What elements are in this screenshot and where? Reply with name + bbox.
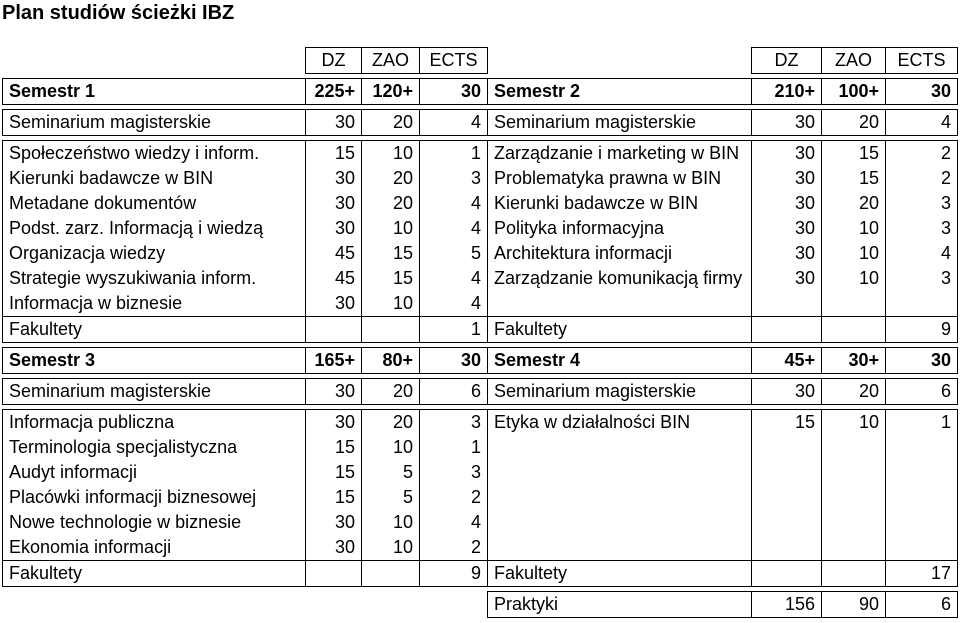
praktyki-label: Praktyki [488, 592, 752, 618]
course-dz: 30 [794, 218, 815, 238]
course-zao: 15 [858, 143, 879, 163]
course-zao: 15 [392, 243, 413, 263]
course-dz: 45 [334, 243, 355, 263]
semester-dz: 225+ [306, 79, 362, 105]
course-ects: 3 [470, 462, 481, 482]
course-name: Seminarium magisterskie [488, 110, 752, 136]
course-name: Seminarium magisterskie [3, 110, 306, 136]
course-ects: 3 [940, 193, 951, 213]
course-dz: 30 [334, 193, 355, 213]
course-zao: 10 [858, 268, 879, 288]
semester-ects: 30 [420, 348, 488, 374]
course-zao: 5 [402, 462, 413, 482]
course-zao-values [822, 141, 886, 317]
course-dz: 30 [794, 143, 815, 163]
course-name: Polityka informacyjna [494, 218, 665, 238]
semester-zao: 120+ [362, 79, 420, 105]
course-dz: 30 [334, 412, 355, 432]
course-ects: 3 [470, 412, 481, 432]
course-name: Seminarium magisterskie [3, 379, 306, 405]
course-name: Seminarium magisterskie [488, 379, 752, 405]
fakultety-ects: 17 [886, 561, 958, 587]
course-dz: 30 [794, 268, 815, 288]
course-ects: 2 [470, 487, 481, 507]
praktyki-dz: 156 [752, 592, 822, 618]
course-ects: 4 [470, 193, 481, 213]
course-zao: 20 [392, 193, 413, 213]
course-ects: 4 [940, 243, 951, 263]
zao-header: ZAO [362, 48, 420, 74]
course-ects: 1 [940, 412, 951, 432]
dz-header: DZ [752, 48, 822, 74]
course-dz: 30 [334, 293, 355, 313]
course-ects-values [886, 141, 958, 317]
semester-label: Semestr 3 [3, 348, 306, 374]
fakultety-label: Fakultety [488, 317, 752, 343]
course-ects: 2 [940, 143, 951, 163]
course-zao: 20 [392, 412, 413, 432]
course-dz: 45 [334, 268, 355, 288]
course-ects-values [420, 410, 488, 561]
fakultety-ects: 9 [420, 561, 488, 587]
course-zao: 10 [392, 512, 413, 532]
fakultety-label: Fakultety [3, 317, 306, 343]
course-ects: 4 [470, 268, 481, 288]
course-name: Podst. zarz. Informacją i wiedzą [9, 218, 264, 238]
semester-dz: 210+ [752, 79, 822, 105]
semester-label: Semestr 4 [488, 348, 752, 374]
course-dz: 15 [334, 462, 355, 482]
semester-label: Semestr 2 [488, 79, 752, 105]
course-zao: 10 [392, 537, 413, 557]
course-name: Metadane dokumentów [9, 193, 197, 213]
course-name: Ekonomia informacji [9, 537, 172, 557]
course-name: Społeczeństwo wiedzy i inform. [9, 143, 260, 163]
course-dz: 30 [794, 243, 815, 263]
course-name: Kierunki badawcze w BIN [494, 193, 699, 213]
course-ects: 4 [420, 110, 488, 136]
praktyki-row [3, 592, 958, 618]
course-ects: 6 [420, 379, 488, 405]
course-name: Problematyka prawna w BIN [494, 168, 722, 188]
course-name: Audyt informacji [9, 462, 138, 482]
course-dz: 30 [794, 193, 815, 213]
course-zao-values [822, 410, 886, 561]
semester-ects: 30 [886, 348, 958, 374]
course-zao-values [362, 141, 420, 317]
course-ects: 2 [940, 168, 951, 188]
course-zao: 10 [858, 412, 879, 432]
course-name: Zarządzanie komunikacją firmy [494, 268, 743, 288]
dz-header: DZ [306, 48, 362, 74]
ects-header: ECTS [886, 48, 958, 74]
study-plan-table [2, 47, 958, 618]
course-dz: 30 [794, 168, 815, 188]
page-title: Plan studiów ścieżki IBZ [2, 2, 235, 24]
semester-dz: 45+ [752, 348, 822, 374]
course-zao: 15 [858, 168, 879, 188]
semester-zao: 30+ [822, 348, 886, 374]
course-zao: 20 [858, 193, 879, 213]
semester-header-row [3, 79, 958, 105]
course-ects: 5 [470, 243, 481, 263]
course-zao: 5 [402, 487, 413, 507]
course-dz: 15 [334, 487, 355, 507]
course-names [488, 410, 752, 561]
course-ects: 3 [940, 268, 951, 288]
semester-ects: 30 [420, 79, 488, 105]
course-name: Nowe technologie w biznesie [9, 512, 242, 532]
course-zao: 10 [392, 143, 413, 163]
course-dz-values [306, 410, 362, 561]
course-dz-values [306, 141, 362, 317]
course-dz: 15 [334, 437, 355, 457]
course-name: Strategie wyszukiwania inform. [9, 268, 257, 288]
zao-header: ZAO [822, 48, 886, 74]
course-ects-values [886, 410, 958, 561]
course-dz: 30 [306, 110, 362, 136]
fakultety-label: Fakultety [3, 561, 306, 587]
course-dz: 30 [334, 218, 355, 238]
course-name: Informacja w biznesie [9, 293, 183, 313]
course-dz: 30 [334, 512, 355, 532]
course-ects: 4 [470, 218, 481, 238]
course-zao: 15 [392, 268, 413, 288]
course-block-row [3, 141, 958, 317]
course-ects: 4 [470, 512, 481, 532]
seminar-row [3, 110, 958, 136]
semester-label: Semestr 1 [3, 79, 306, 105]
fakultety-label: Fakultety [488, 561, 752, 587]
course-name: Kierunki badawcze w BIN [9, 168, 214, 188]
course-name: Terminologia specjalistyczna [9, 437, 238, 457]
course-zao: 10 [858, 218, 879, 238]
course-ects: 2 [470, 537, 481, 557]
course-dz: 15 [334, 143, 355, 163]
course-ects: 3 [940, 218, 951, 238]
course-dz: 30 [752, 379, 822, 405]
course-name: Placówki informacji biznesowej [9, 487, 257, 507]
course-block-row [3, 410, 958, 561]
course-ects: 4 [886, 110, 958, 136]
course-zao: 20 [822, 110, 886, 136]
course-ects: 4 [470, 293, 481, 313]
course-zao: 20 [362, 379, 420, 405]
course-names [488, 141, 752, 317]
fakultety-row [3, 317, 958, 343]
course-dz-values [752, 141, 822, 317]
course-ects: 1 [470, 143, 481, 163]
fakultety-ects: 9 [886, 317, 958, 343]
course-name: Etyka w działalności BIN [494, 412, 691, 432]
fakultety-row [3, 561, 958, 587]
semester-dz: 165+ [306, 348, 362, 374]
course-ects: 3 [470, 168, 481, 188]
course-dz: 30 [334, 168, 355, 188]
column-header-row [3, 48, 958, 74]
course-dz: 30 [334, 537, 355, 557]
semester-zao: 100+ [822, 79, 886, 105]
praktyki-ects: 6 [886, 592, 958, 618]
course-name: Organizacja wiedzy [9, 243, 166, 263]
seminar-row [3, 379, 958, 405]
course-zao-values [362, 410, 420, 561]
course-zao: 10 [392, 293, 413, 313]
course-dz: 30 [306, 379, 362, 405]
course-ects-values [420, 141, 488, 317]
course-zao: 20 [392, 168, 413, 188]
course-names [3, 141, 306, 317]
course-zao: 10 [392, 437, 413, 457]
fakultety-ects: 1 [420, 317, 488, 343]
semester-zao: 80+ [362, 348, 420, 374]
course-zao: 10 [858, 243, 879, 263]
ects-header: ECTS [420, 48, 488, 74]
course-dz: 15 [794, 412, 815, 432]
course-ects: 6 [886, 379, 958, 405]
course-dz: 30 [752, 110, 822, 136]
course-dz-values [752, 410, 822, 561]
course-name: Informacja publiczna [9, 412, 175, 432]
course-name: Zarządzanie i marketing w BIN [494, 143, 740, 163]
course-name: Architektura informacji [494, 243, 673, 263]
course-ects: 1 [470, 437, 481, 457]
course-zao: 10 [392, 218, 413, 238]
course-zao: 20 [362, 110, 420, 136]
course-names [3, 410, 306, 561]
course-zao: 20 [822, 379, 886, 405]
praktyki-zao: 90 [822, 592, 886, 618]
semester-header-row [3, 348, 958, 374]
semester-ects: 30 [886, 79, 958, 105]
